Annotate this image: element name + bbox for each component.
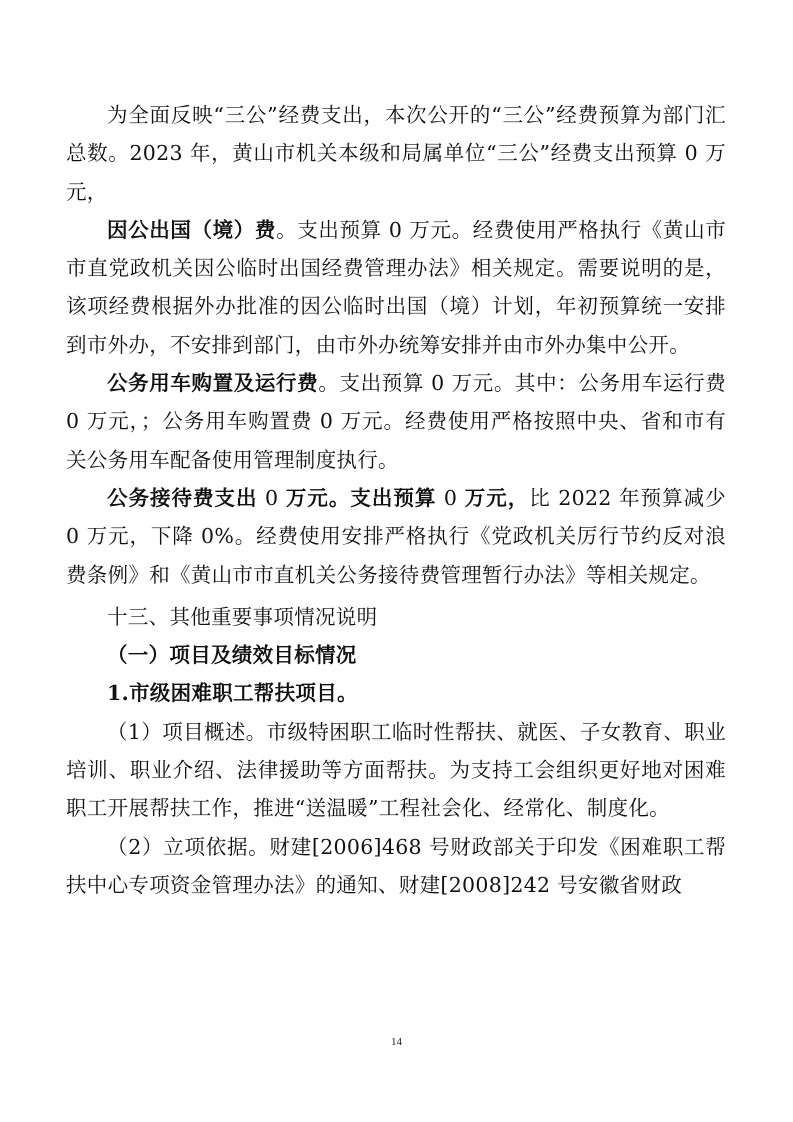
official-vehicles-label: 公务用车购置及运行费 <box>107 371 319 396</box>
page-number: 14 <box>391 1036 402 1048</box>
paragraph-three-public-summary: 为全面反映“三公”经费支出，本次公开的“三公”经费预算为部门汇总数。2023 年，黄山市机关本级和局属单位“三公”经费支出预算 0 万元， <box>66 103 726 204</box>
reception-amount: 0 <box>257 485 286 510</box>
document-body <box>66 96 726 904</box>
official-vehicles-text: 。支出预算 0 万元。其中：公务用车运行费 0 万元，；公务用车购置费 0 万元。经费使用严格按照中央、省和市有关公务用车配备使用管理制度执行。 <box>66 371 727 472</box>
paragraph-project-overview: （1）项目概述。市级特困职工临时性帮扶、就医、子女教育、职业培训、职业介绍、法律援助等方面帮扶。为支持工会组织更好地对困难职工开展帮扶工作，推进“送温暖”工程社会化、经常化、制度化。 <box>66 719 726 821</box>
paragraph-official-vehicles <box>66 364 726 479</box>
paragraph-overseas-travel <box>66 211 726 364</box>
paragraph-official-reception <box>66 479 726 594</box>
reception-budget-amount: 0 <box>436 485 465 510</box>
reception-label: 公务接待费支出 <box>107 485 258 510</box>
overseas-travel-text: 。支出预算 0 万元。经费使用严格执行《黄山市市直党政机关因公临时出国经费管理办法》相关规定。需要说明的是，该项经费根据外办批准的因公临时出国（境）计划，年初预算统一安排到市外办，不安排到部门，由市外办统筹安排并由市外办集中公开。 <box>66 217 726 357</box>
paragraph-project-basis: （2）立项依据。财建[2006]468 号财政部关于印发《困难职工帮扶中心专项资金管理办法》的通知、财建[2008]242 号安徽省财政 <box>66 834 726 897</box>
overseas-travel-label: 因公出国（境）费 <box>107 217 277 242</box>
reception-text: 比 2022 年预算减少 0 万元，下降 0%。经费使用安排严格执行《党政机关厉行节约反对浪费条例》和《黄山市市直机关公务接待费管理暂行办法》等相关规定。 <box>66 485 726 587</box>
reception-unit: 万元， <box>464 485 530 510</box>
section-heading-13: 十三、其他重要事项情况说明 <box>107 604 378 629</box>
subsection-heading-1: （一）项目及绩效目标情况 <box>107 643 357 668</box>
reception-budget-label: 万元。支出预算 <box>285 485 437 510</box>
item-heading-1: 1.市级困难职工帮扶项目。 <box>107 681 358 706</box>
